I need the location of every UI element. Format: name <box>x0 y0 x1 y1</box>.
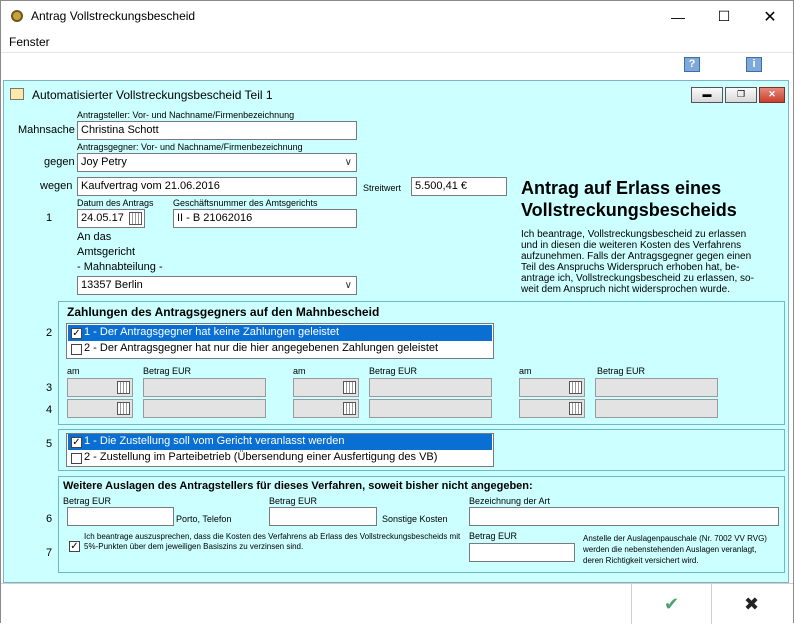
calendar-icon[interactable] <box>569 402 582 415</box>
amtsgericht-label: Amtsgericht <box>77 246 136 258</box>
am-date-field[interactable] <box>67 378 133 397</box>
calendar-icon[interactable] <box>129 212 142 225</box>
option-label: 1 - Die Zustellung soll vom Gericht veranlasst werden <box>84 435 345 447</box>
antragsgegner-caption: Antragsgegner: Vor- und Nachname/Firmenbezeichnung <box>77 142 303 152</box>
close-icon: ✖ <box>743 593 760 614</box>
menu-bar <box>1 32 793 52</box>
betrag-label-3: Betrag EUR <box>597 366 646 376</box>
title-bar <box>1 1 793 32</box>
app-icon <box>11 10 23 22</box>
help-icon[interactable]: ? <box>684 57 700 72</box>
betrag-label-porto: Betrag EUR <box>63 496 112 506</box>
betrag-field[interactable] <box>369 399 492 418</box>
checkbox-unchecked[interactable] <box>71 344 82 355</box>
betrag-field[interactable] <box>595 378 718 397</box>
betrag-field[interactable] <box>595 399 718 418</box>
zahlungen-option-2[interactable] <box>68 341 492 357</box>
auslagen-title: Weitere Auslagen des Antragstellers für dieses Verfahren, soweit bisher nicht angegeben: <box>63 480 533 492</box>
am-label-2: am <box>293 366 306 376</box>
am-date-field[interactable] <box>519 399 585 418</box>
calendar-icon[interactable] <box>117 402 130 415</box>
sonstige-betrag-input[interactable] <box>269 507 377 526</box>
inner-minimize-button[interactable]: ▬ <box>691 87 723 103</box>
checkbox-checked[interactable]: ✓ <box>72 437 81 448</box>
porto-betrag-input[interactable] <box>67 507 174 526</box>
row-number-7: 7 <box>46 547 53 559</box>
inner-restore-button[interactable]: ❐ <box>725 87 757 103</box>
gericht-select[interactable] <box>77 276 357 295</box>
an-das-label: An das <box>77 231 112 243</box>
option-label: 2 - Zustellung im Parteibetrieb (Übersendung einer Ausfertigung des VB) <box>84 451 438 463</box>
calendar-icon[interactable] <box>343 402 356 415</box>
chevron-down-icon: ∨ <box>344 157 352 168</box>
sonstige-label: Sonstige Kosten <box>382 514 448 524</box>
close-button[interactable]: ✕ <box>763 8 777 26</box>
row-number-5: 5 <box>46 438 53 450</box>
mahnabteilung-label: - Mahnabteilung - <box>77 261 163 273</box>
calendar-icon[interactable] <box>569 381 582 394</box>
menu-fenster[interactable]: Fenster <box>9 35 50 49</box>
inner-close-button[interactable]: ✕ <box>759 87 785 103</box>
antragsteller-caption: Antragsteller: Vor- und Nachname/Firmenbezeichnung <box>77 110 295 120</box>
inner-title-bar <box>4 81 788 107</box>
zustellung-option-2[interactable] <box>68 450 492 466</box>
row-number-2: 2 <box>46 327 53 339</box>
gegen-value: Joy Petry <box>81 156 127 168</box>
bezeichnung-label: Bezeichnung der Art <box>469 496 551 506</box>
cancel-button[interactable] <box>711 584 791 624</box>
info-icon[interactable]: i <box>746 57 762 72</box>
zahlungen-listbox[interactable] <box>66 323 494 359</box>
betrag-field[interactable] <box>143 378 266 397</box>
wegen-input[interactable]: Kaufvertrag vom 21.06.2016 <box>77 177 357 196</box>
option-label: 1 - Der Antragsgegner hat keine Zahlungen geleistet <box>84 326 339 338</box>
maximize-button[interactable]: ☐ <box>717 8 731 24</box>
streitwert-label: Streitwert <box>363 183 402 193</box>
betrag-label-2: Betrag EUR <box>369 366 418 376</box>
page-heading <box>521 177 737 221</box>
betrag-label-pauschale: Betrag EUR <box>469 531 518 541</box>
chevron-down-icon: ∨ <box>344 280 352 291</box>
heading-line-1: Antrag auf Erlass eines <box>521 178 722 198</box>
zins-text: Ich beantrage auszusprechen, dass die Kosten des Verfahrens ab Erlass des Vollstreckungsbescheids mit 5%-Punkten über dem jeweiligen Basiszins zu verzinsen sind. <box>84 532 461 551</box>
footer-bar <box>1 583 793 623</box>
window-title: Antrag Vollstreckungsbescheid <box>31 9 196 23</box>
porto-label: Porto, Telefon <box>176 514 232 524</box>
datum-value: 24.05.17 <box>81 212 124 224</box>
pauschale-betrag-input[interactable] <box>469 543 575 562</box>
zustellung-listbox[interactable] <box>66 433 494 467</box>
am-label-1: am <box>67 366 80 376</box>
help-toolbar <box>1 52 793 76</box>
minimize-button[interactable]: — <box>671 8 685 25</box>
document-icon <box>10 88 24 100</box>
gericht-value: 13357 Berlin <box>81 279 143 291</box>
calendar-icon[interactable] <box>343 381 356 394</box>
am-date-field[interactable] <box>67 399 133 418</box>
betrag-field[interactable] <box>369 378 492 397</box>
wegen-label: wegen <box>40 180 73 192</box>
mahnsache-input[interactable]: Christina Schott <box>77 121 357 140</box>
mahnsache-label: Mahnsache <box>18 124 75 136</box>
row-number-1: 1 <box>46 212 53 224</box>
betrag-field[interactable] <box>143 399 266 418</box>
zins-checkbox[interactable]: ✓ <box>70 541 79 552</box>
datum-input[interactable] <box>77 209 145 228</box>
betrag-label-sonstige: Betrag EUR <box>269 496 318 506</box>
checkbox-unchecked[interactable] <box>71 453 82 464</box>
am-date-field[interactable] <box>293 378 359 397</box>
betrag-label-1: Betrag EUR <box>143 366 192 376</box>
confirm-button[interactable] <box>631 584 711 624</box>
bezeichnung-input[interactable] <box>469 507 779 526</box>
gegen-select[interactable] <box>77 153 357 172</box>
inner-title: Automatisierter Vollstreckungsbescheid Teil 1 <box>32 88 273 102</box>
heading-text: Ich beantrage, Vollstreckungsbescheid zu erlassen und in diesen die weiteren Kosten des Verfahrens aufzunehmen. Falls der Antragsgegner gegen einen Teil des Anspruchs Widerspruch erhoben hat, be-antrage ich, Vollstreckungsbescheid zu erlassen, so-weit dem Anspruch nicht widersprochen wurde. <box>521 229 754 295</box>
row-number-3: 3 <box>46 382 53 394</box>
datum-caption: Datum des Antrags <box>77 198 154 208</box>
row-number-6: 6 <box>46 513 53 525</box>
zustellung-option-1[interactable] <box>68 434 492 450</box>
zahlungen-option-1[interactable] <box>68 325 492 341</box>
checkmark-icon: ✔ <box>663 593 680 614</box>
heading-line-2: Vollstreckungsbescheids <box>521 200 737 220</box>
gegen-label: gegen <box>44 156 75 168</box>
pauschale-text: Anstelle der Auslagenpauschale (Nr. 7002 VV RVG) werden die nebenstehenden Auslagen veranlagt, deren Richtigkeit versichert wird. <box>583 534 767 565</box>
geschaeft-caption: Geschäftsnummer des Amtsgerichts <box>173 198 318 208</box>
am-date-field[interactable] <box>293 399 359 418</box>
row-number-4: 4 <box>46 404 53 416</box>
am-label-3: am <box>519 366 532 376</box>
checkbox-checked[interactable]: ✓ <box>72 328 81 339</box>
calendar-icon[interactable] <box>117 381 130 394</box>
geschaeft-input[interactable]: II - B 21062016 <box>173 209 357 228</box>
am-date-field[interactable] <box>519 378 585 397</box>
streitwert-input[interactable]: 5.500,41 € <box>411 177 507 196</box>
zahlungen-title: Zahlungen des Antragsgegners auf den Mahnbescheid <box>67 305 380 319</box>
option-label: 2 - Der Antragsgegner hat nur die hier angegebenen Zahlungen geleistet <box>84 342 439 354</box>
